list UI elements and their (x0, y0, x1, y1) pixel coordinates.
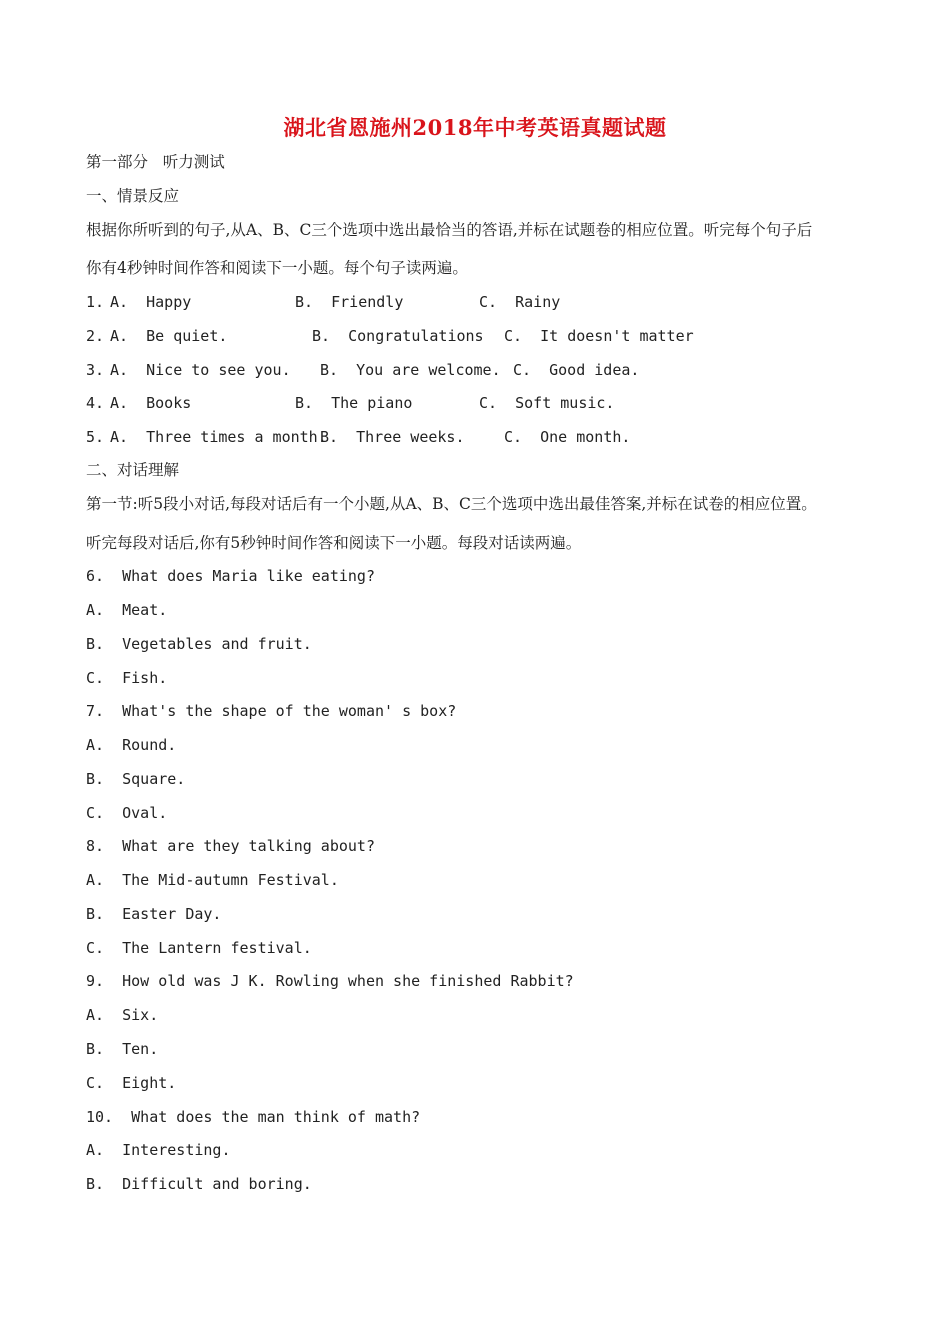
question-6: 6. What does Maria like eating? (86, 567, 375, 585)
question-10: 10. What does the man think of math? (86, 1108, 421, 1126)
question-8-option-c: C. The Lantern festival. (86, 939, 312, 957)
question-8-option-a: A. The Mid-autumn Festival. (86, 871, 339, 889)
option-a: A. Happy (110, 293, 192, 311)
question-number: 4. (86, 394, 105, 412)
option-c: C. Good idea. (513, 361, 640, 379)
option-a: A. Books (110, 394, 192, 412)
option-c: C. Soft music. (479, 394, 615, 412)
question-9-option-a: A. Six. (86, 1006, 159, 1024)
question-5 (86, 427, 886, 547)
option-a: A. Be quiet. (110, 327, 228, 345)
option-a: A. Three times a month. (110, 428, 327, 446)
section1-heading: 一、情景反应 (86, 187, 180, 205)
option-c: C. One month. (504, 428, 631, 446)
question-6-option-a: A. Meat. (86, 601, 168, 619)
section2-instructions-line1: 第一节:听5段小对话,每段对话后有一个小题,从A、B、C三个选项中选出最佳答案,并标在试卷的相应位置。 (86, 495, 817, 513)
option-b: B. The piano (295, 394, 413, 412)
option-b: B. Congratulations (312, 327, 484, 345)
question-7-option-a: A. Round. (86, 736, 177, 754)
question-7-option-c: C. Oval. (86, 804, 168, 822)
option-c: C. It doesn't matter (504, 327, 694, 345)
question-9-option-b: B. Ten. (86, 1040, 159, 1058)
question-number: 3. (86, 361, 105, 379)
question-7-option-b: B. Square. (86, 770, 186, 788)
question-number: 5. (86, 428, 105, 446)
question-9-option-c: C. Eight. (86, 1074, 177, 1092)
question-8: 8. What are they talking about? (86, 837, 375, 855)
question-6-option-c: C. Fish. (86, 669, 168, 687)
section2-heading: 二、对话理解 (86, 461, 180, 479)
option-b: B. Friendly (295, 293, 404, 311)
option-b: B. You are welcome. (320, 361, 501, 379)
question-number: 1. (86, 293, 105, 311)
question-10-option-a: A. Interesting. (86, 1141, 231, 1159)
document-title: 湖北省恩施州2018年中考英语真题试题 (283, 115, 667, 140)
question-number: 2. (86, 327, 105, 345)
section1-instructions-line2: 你有4秒钟时间作答和阅读下一小题。每个句子读两遍。 (86, 259, 468, 277)
question-8-option-b: B. Easter Day. (86, 905, 222, 923)
section1-instructions-line1: 根据你所听到的句子,从A、B、C三个选项中选出最恰当的答语,并标在试题卷的相应位置。听完每个句子后 (86, 221, 813, 239)
part1-heading: 第一部分 听力测试 (86, 153, 225, 171)
option-c: C. Rainy (479, 293, 561, 311)
question-10-option-b: B. Difficult and boring. (86, 1175, 312, 1193)
question-6-option-b: B. Vegetables and fruit. (86, 635, 312, 653)
option-b: B. Three weeks. (320, 428, 465, 446)
option-a: A. Nice to see you. (110, 361, 291, 379)
question-9: 9. How old was J K. Rowling when she finished Rabbit? (86, 972, 574, 990)
question-7: 7. What's the shape of the woman' s box? (86, 702, 457, 720)
section2-instructions-line2: 听完每段对话后,你有5秒钟时间作答和阅读下一小题。每段对话读两遍。 (86, 534, 582, 552)
